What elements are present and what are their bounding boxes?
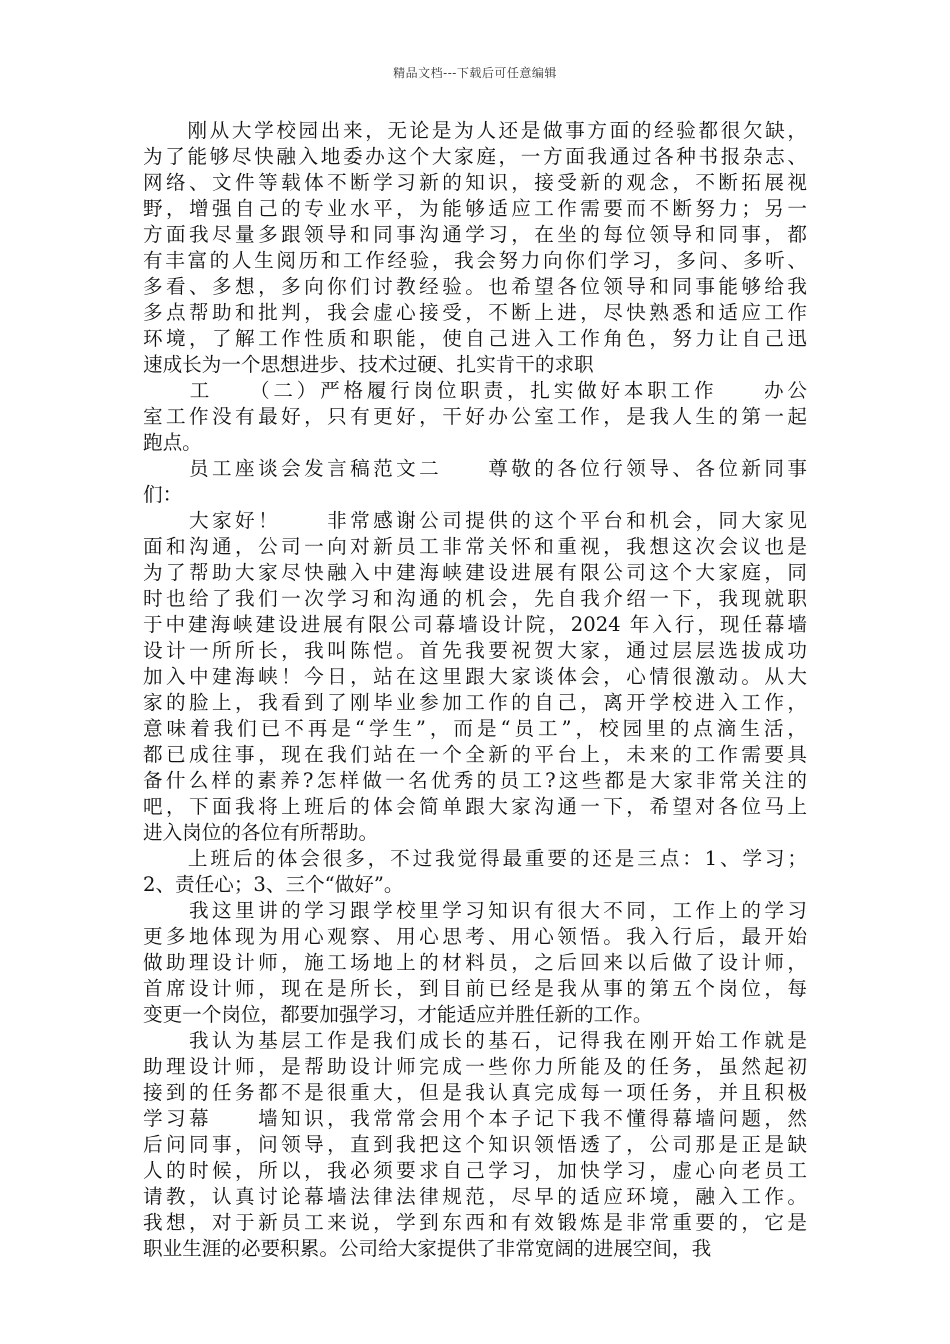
text-line: 变更一个岗位，都要加强学习，才能适应并胜任新的工作。 bbox=[143, 1003, 653, 1026]
text-line: 家的脸上，我看到了刚毕业参加工作的自己，离开学校进入工作， bbox=[143, 691, 807, 714]
text-line: 吧，下面我将上班后的体会简单跟大家沟通一下，希望对各位马上 bbox=[143, 795, 807, 818]
text-line: 后问同事，问领导，直到我把这个知识领悟透了，公司那是正是缺 bbox=[143, 1133, 807, 1156]
text-line: 进入岗位的各位有所帮助。 bbox=[143, 821, 379, 844]
paragraph bbox=[143, 378, 807, 456]
text-line: 我想，对于新员工来说，学到东西和有效锻炼是非常重要的，它是 bbox=[143, 1211, 807, 1234]
text-line: 多点帮助和批判，我会虚心接受，不断上进，尽快熟悉和适应工作 bbox=[143, 301, 807, 324]
paragraph bbox=[143, 898, 807, 1028]
paragraph bbox=[143, 1028, 807, 1262]
text-line: 方面我尽量多跟领导和同事沟通学习，在坐的每位领导和同事，都 bbox=[143, 223, 807, 246]
text-line: 我这里讲的学习跟学校里学习知识有很大不同，工作上的学习 bbox=[143, 899, 807, 922]
text-line: 人的时候，所以，我必须要求自己学习，加快学习，虚心向老员工 bbox=[143, 1159, 807, 1182]
text-line: 有丰富的人生阅历和工作经验，我会努力向你们学习，多问、多听、 bbox=[143, 249, 807, 272]
text-line: 速成长为一个思想进步、技术过硬、扎实肯干的求职 bbox=[143, 353, 594, 376]
paragraph bbox=[143, 846, 807, 898]
text-line: 野，增强自己的专业水平，为能够适应工作需要而不断努力；另一 bbox=[143, 197, 807, 220]
text-line: 我认为基层工作是我们成长的基石，记得我在刚开始工作就是 bbox=[143, 1029, 807, 1052]
text-line: 上班后的体会很多，不过我觉得最重要的还是三点：1、学习； bbox=[143, 847, 807, 870]
text-line: 大家好！ 非常感谢公司提供的这个平台和机会，同大家见 bbox=[143, 509, 807, 532]
text-line: 都已成往事，现在我们站在一个全新的平台上，未来的工作需要具 bbox=[143, 743, 807, 766]
text-line: 员工座谈会发言稿范文二 尊敬的各位行领导、各位新同事 bbox=[143, 457, 807, 480]
text-line: 学习幕 墙知识，我常常会用个本子记下我不懂得幕墙问题，然 bbox=[143, 1107, 807, 1130]
text-line: 网络、文件等载体不断学习新的知识，接受新的观念，不断拓展视 bbox=[143, 171, 807, 194]
text-line: 为了帮助大家尽快融入中建海峡建设进展有限公司这个大家庭，同 bbox=[143, 561, 807, 584]
page-header: 精品文档---下载后可任意编辑 bbox=[393, 66, 557, 80]
text-line: 备什么样的素养?怎样做一名优秀的员工?这些都是大家非常关注的 bbox=[143, 769, 807, 792]
text-line: 职业生涯的必要积累。公司给大家提供了非常宽阔的进展空间，我 bbox=[143, 1237, 712, 1260]
document-body bbox=[143, 118, 807, 1262]
text-line: 助理设计师，是帮助设计师完成一些你力所能及的任务，虽然起初 bbox=[143, 1055, 807, 1078]
text-line: 为了能够尽快融入地委办这个大家庭，一方面我通过各种书报杂志、 bbox=[143, 145, 807, 168]
text-line: 面和沟通，公司一向对新员工非常关怀和重视，我想这次会议也是 bbox=[143, 535, 807, 558]
text-line: 多看、多想，多向你们讨教经验。也希望各位领导和同事能够给我 bbox=[143, 275, 807, 298]
text-line: 首席设计师，现在是所长，到目前已经是我从事的第五个岗位，每 bbox=[143, 977, 807, 1000]
text-line: 于中建海峡建设进展有限公司幕墙设计院，2024 年入行，现任幕墙 bbox=[143, 613, 807, 636]
text-line: 接到的任务都不是很重大，但是我认真完成每一项任务，并且积极 bbox=[143, 1081, 807, 1104]
text-line: 们： bbox=[143, 483, 183, 506]
text-line: 环境，了解工作性质和职能，使自己进入工作角色，努力让自己迅 bbox=[143, 327, 807, 350]
text-line: 更多地体现为用心观察、用心思考、用心领悟。我入行后，最开始 bbox=[143, 925, 807, 948]
text-line: 设计一所所长，我叫陈恺。首先我要祝贺大家，通过层层选拔成功 bbox=[143, 639, 807, 662]
text-line: 室工作没有最好，只有更好，干好办公室工作，是我人生的第一起 bbox=[143, 405, 807, 428]
paragraph bbox=[143, 118, 807, 378]
text-line: 跑点。 bbox=[143, 431, 202, 454]
text-line: 意味着我们已不再是“学生”，而是“员工”，校园里的点滴生活， bbox=[143, 717, 807, 740]
text-line: 刚从大学校园出来，无论是为人还是做事方面的经验都很欠缺， bbox=[143, 119, 807, 142]
text-line: 加入中建海峡！今日，站在这里跟大家谈体会，心情很激动。从大 bbox=[143, 665, 807, 688]
text-line: 2、责任心；3、三个“做好”。 bbox=[143, 873, 404, 896]
text-line: 请教，认真讨论幕墙法律法律规范，尽早的适应环境，融入工作。 bbox=[143, 1185, 807, 1208]
text-line: 做助理设计师，施工场地上的材料员，之后回来以后做了设计师， bbox=[143, 951, 807, 974]
text-line: 工 （二）严格履行岗位职责，扎实做好本职工作 办公 bbox=[143, 379, 807, 402]
paragraph bbox=[143, 508, 807, 846]
paragraph bbox=[143, 456, 807, 508]
text-line: 时也给了我们一次学习和沟通的机会，先自我介绍一下，我现就职 bbox=[143, 587, 807, 610]
